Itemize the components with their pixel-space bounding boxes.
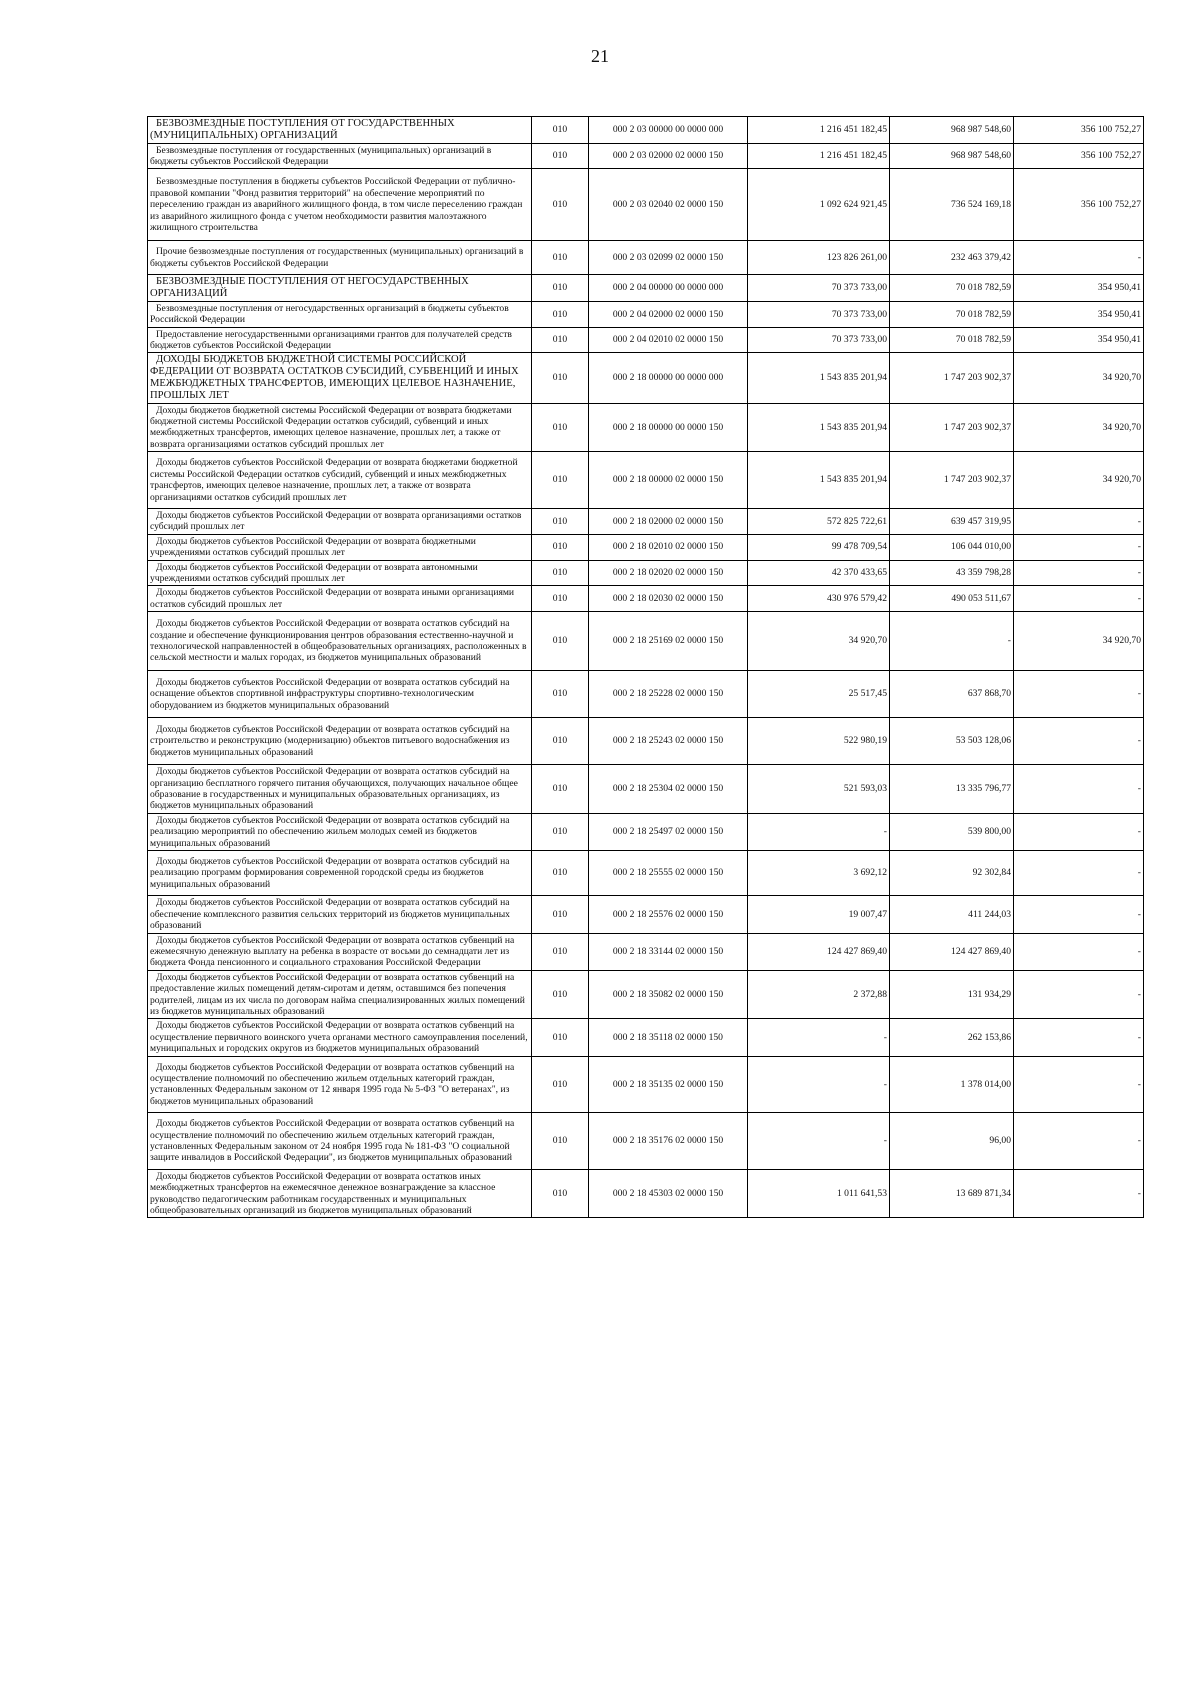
row-value-1-cell: 1 216 451 182,45	[748, 117, 890, 144]
row-value-3-cell: 356 100 752,27	[1014, 143, 1144, 169]
row-value-2-cell: 1 747 203 902,37	[890, 403, 1014, 452]
row-name-text: Доходы бюджетов субъектов Российской Федерации от возврата остатков субсидий на организацию бесплатного горячего питания обучающихся, получающих начальное общее образование в государственных и муниципальных образовательных организациях, из бюджетов муниципальных образований	[150, 766, 518, 812]
row-name-text: Доходы бюджетов субъектов Российской Федерации от возврата иными организациями остатков субсидий прошлых лет	[150, 587, 515, 610]
table-row	[148, 718, 1144, 765]
row-admin-code-cell: 010	[532, 970, 589, 1019]
row-name-cell	[148, 508, 532, 534]
row-value-3-cell: 354 950,41	[1014, 301, 1144, 327]
row-name-cell	[148, 970, 532, 1019]
row-admin-code-cell: 010	[532, 1019, 589, 1056]
row-value-3-cell: 34 920,70	[1014, 353, 1144, 403]
row-admin-code-cell: 010	[532, 765, 589, 814]
row-admin-code-cell: 010	[532, 169, 589, 241]
row-value-3-cell: -	[1014, 241, 1144, 275]
row-value-3-cell: -	[1014, 765, 1144, 814]
row-budget-code-cell: 000 2 18 25304 02 0000 150	[589, 765, 748, 814]
row-name-cell	[148, 1113, 532, 1170]
row-value-2-cell: 131 934,29	[890, 970, 1014, 1019]
table-row	[148, 560, 1144, 586]
table-row	[148, 452, 1144, 509]
row-value-1-cell: 70 373 733,00	[748, 327, 890, 353]
row-budget-code-cell: 000 2 18 25228 02 0000 150	[589, 670, 748, 717]
row-name-cell	[148, 301, 532, 327]
row-name-text: Доходы бюджетов субъектов Российской Федерации от возврата остатков субсидий на оснащение объектов спортивной инфраструктуры спортивно-технологическим оборудованием из бюджетов муниципальных образований	[150, 676, 510, 711]
table-row	[148, 241, 1144, 275]
row-name-text: Доходы бюджетов субъектов Российской Федерации от возврата остатков субвенций на осуществление первичного воинского учета органами местного самоуправления поселений, муниципальных и городских округов из бюджетов муниципальных образований	[150, 1020, 528, 1055]
row-name-cell	[148, 241, 532, 275]
row-value-3-cell: 356 100 752,27	[1014, 117, 1144, 144]
row-name-cell	[148, 612, 532, 671]
row-budget-code-cell: 000 2 18 00000 02 0000 150	[589, 452, 748, 509]
row-value-1-cell: -	[748, 813, 890, 850]
row-budget-code-cell: 000 2 18 45303 02 0000 150	[589, 1169, 748, 1218]
table-row	[148, 117, 1144, 144]
row-value-2-cell: 106 044 010,00	[890, 534, 1014, 560]
row-name-cell	[148, 670, 532, 717]
row-value-1-cell: 1 092 624 921,45	[748, 169, 890, 241]
row-budget-code-cell: 000 2 18 02020 02 0000 150	[589, 560, 748, 586]
row-name-cell	[148, 353, 532, 403]
row-budget-code-cell: 000 2 18 25497 02 0000 150	[589, 813, 748, 850]
row-name-cell	[148, 403, 532, 452]
row-value-3-cell: 34 920,70	[1014, 612, 1144, 671]
row-value-1-cell: 42 370 433,65	[748, 560, 890, 586]
row-admin-code-cell: 010	[532, 403, 589, 452]
row-name-text: ДОХОДЫ БЮДЖЕТОВ БЮДЖЕТНОЙ СИСТЕМЫ РОССИЙСКОЙ ФЕДЕРАЦИИ ОТ ВОЗВРАТА ОСТАТКОВ СУБСИДИЙ, СУБВЕНЦИЙ И ИНЫХ МЕЖБЮДЖЕТНЫХ ТРАНСФЕРТОВ, ИМЕЮЩИХ ЦЕЛЕВОЕ НАЗНАЧЕНИЕ, ПРОШЛЫХ ЛЕТ	[150, 354, 519, 401]
row-name-cell	[148, 452, 532, 509]
row-budget-code-cell: 000 2 18 25576 02 0000 150	[589, 896, 748, 933]
row-name-cell	[148, 275, 532, 302]
row-value-2-cell: 124 427 869,40	[890, 933, 1014, 970]
row-value-2-cell: 637 868,70	[890, 670, 1014, 717]
row-value-1-cell: -	[748, 1056, 890, 1113]
row-admin-code-cell: 010	[532, 670, 589, 717]
row-value-2-cell: 968 987 548,60	[890, 143, 1014, 169]
row-value-3-cell: -	[1014, 670, 1144, 717]
row-budget-code-cell: 000 2 03 02040 02 0000 150	[589, 169, 748, 241]
row-admin-code-cell: 010	[532, 933, 589, 970]
row-value-2-cell: 70 018 782,59	[890, 275, 1014, 302]
row-name-text: Доходы бюджетов бюджетной системы Российской Федерации от возврата бюджетами бюджетной системы Российской Федерации остатков субсидий, субвенций и иных межбюджетных трансфертов, имеющих целевое назначение, прошлых лет, а также от возврата организациями остатков субсидий прошлых лет	[150, 404, 512, 450]
row-admin-code-cell: 010	[532, 534, 589, 560]
row-admin-code-cell: 010	[532, 353, 589, 403]
table-body	[148, 117, 1144, 1218]
row-budget-code-cell: 000 2 03 02000 02 0000 150	[589, 143, 748, 169]
row-value-1-cell: 70 373 733,00	[748, 275, 890, 302]
row-budget-code-cell: 000 2 18 02010 02 0000 150	[589, 534, 748, 560]
row-name-cell	[148, 534, 532, 560]
row-admin-code-cell: 010	[532, 508, 589, 534]
row-value-1-cell: 572 825 722,61	[748, 508, 890, 534]
row-name-text: Доходы бюджетов субъектов Российской Федерации от возврата остатков субсидий на реализацию программ формирования современной городской среды из бюджетов муниципальных образований	[150, 856, 510, 890]
row-value-1-cell: 2 372,88	[748, 970, 890, 1019]
row-value-2-cell: 13 335 796,77	[890, 765, 1014, 814]
table-row	[148, 933, 1144, 970]
row-budget-code-cell: 000 2 04 02010 02 0000 150	[589, 327, 748, 353]
row-name-text: Доходы бюджетов субъектов Российской Федерации от возврата остатков субвенций на предоставление жилых помещений детям-сиротам и детям, оставшимся без попечения родителей, лицам из их числа по договорам найма специализированных жилых помещений из бюджетов муниципальных образований	[150, 971, 525, 1017]
row-name-text: Прочие безвозмездные поступления от государственных (муниципальных) организаций в бюджеты субъектов Российской Федерации	[150, 246, 524, 269]
row-value-3-cell: 354 950,41	[1014, 275, 1144, 302]
row-budget-code-cell: 000 2 04 02000 02 0000 150	[589, 301, 748, 327]
row-value-2-cell: 968 987 548,60	[890, 117, 1014, 144]
row-admin-code-cell: 010	[532, 896, 589, 933]
table-row	[148, 143, 1144, 169]
row-value-1-cell: 522 980,19	[748, 718, 890, 765]
row-value-2-cell: 1 747 203 902,37	[890, 452, 1014, 509]
row-value-1-cell: 430 976 579,42	[748, 586, 890, 612]
row-value-2-cell: 1 747 203 902,37	[890, 353, 1014, 403]
table-row	[148, 813, 1144, 850]
row-value-2-cell: 1 378 014,00	[890, 1056, 1014, 1113]
row-value-3-cell: -	[1014, 586, 1144, 612]
table-row	[148, 851, 1144, 896]
row-value-3-cell: -	[1014, 1113, 1144, 1170]
row-name-cell	[148, 1056, 532, 1113]
row-budget-code-cell: 000 2 03 00000 00 0000 000	[589, 117, 748, 144]
row-name-text: Доходы бюджетов субъектов Российской Федерации от возврата остатков субвенций на осуществление полномочий по обеспечению жильем отдельных категорий граждан, установленных Федеральным законом от 24 ноября 1995 года № 181-ФЗ "О социальной защите инвалидов в Российской Федерации", из бюджетов муниципальных образований	[150, 1118, 515, 1164]
row-value-3-cell: 354 950,41	[1014, 327, 1144, 353]
table-row	[148, 169, 1144, 241]
row-value-2-cell: 490 053 511,67	[890, 586, 1014, 612]
row-budget-code-cell: 000 2 18 00000 00 0000 000	[589, 353, 748, 403]
row-value-2-cell: 43 359 798,28	[890, 560, 1014, 586]
row-value-3-cell: -	[1014, 534, 1144, 560]
row-value-2-cell: 539 800,00	[890, 813, 1014, 850]
table-row	[148, 970, 1144, 1019]
row-value-3-cell: -	[1014, 1056, 1144, 1113]
row-name-cell	[148, 586, 532, 612]
row-value-3-cell: -	[1014, 1019, 1144, 1056]
row-value-3-cell: -	[1014, 933, 1144, 970]
row-admin-code-cell: 010	[532, 1056, 589, 1113]
row-value-1-cell: -	[748, 1019, 890, 1056]
row-name-cell	[148, 933, 532, 970]
row-admin-code-cell: 010	[532, 851, 589, 896]
row-admin-code-cell: 010	[532, 117, 589, 144]
row-budget-code-cell: 000 2 18 25243 02 0000 150	[589, 718, 748, 765]
table-row	[148, 612, 1144, 671]
row-name-cell	[148, 1019, 532, 1056]
row-value-1-cell: 123 826 261,00	[748, 241, 890, 275]
row-value-1-cell: 1 543 835 201,94	[748, 452, 890, 509]
row-budget-code-cell: 000 2 18 02030 02 0000 150	[589, 586, 748, 612]
row-admin-code-cell: 010	[532, 1169, 589, 1218]
row-value-1-cell: 521 593,03	[748, 765, 890, 814]
row-value-2-cell: 736 524 169,18	[890, 169, 1014, 241]
row-value-3-cell: -	[1014, 970, 1144, 1019]
row-value-3-cell: -	[1014, 1169, 1144, 1218]
row-value-3-cell: -	[1014, 718, 1144, 765]
row-budget-code-cell: 000 2 18 00000 00 0000 150	[589, 403, 748, 452]
table-row	[148, 1056, 1144, 1113]
row-value-3-cell: -	[1014, 508, 1144, 534]
table-row	[148, 586, 1144, 612]
row-admin-code-cell: 010	[532, 560, 589, 586]
row-name-cell	[148, 765, 532, 814]
row-name-text: Доходы бюджетов субъектов Российской Федерации от возврата бюджетами бюджетной системы Российской Федерации остатков субсидий, субвенций и иных межбюджетных трансфертов, имеющих целевое назначение, прошлых лет, а также от возврата организациями остатков субсидий прошлых лет	[150, 457, 518, 503]
row-name-text: Доходы бюджетов субъектов Российской Федерации от возврата остатков субсидий на реализацию мероприятий по обеспечению жильем молодых семей из бюджетов муниципальных образований	[150, 814, 510, 849]
row-value-3-cell: -	[1014, 560, 1144, 586]
row-budget-code-cell: 000 2 18 25169 02 0000 150	[589, 612, 748, 671]
row-name-cell	[148, 851, 532, 896]
row-budget-code-cell: 000 2 18 02000 02 0000 150	[589, 508, 748, 534]
row-admin-code-cell: 010	[532, 612, 589, 671]
table-row	[148, 670, 1144, 717]
row-admin-code-cell: 010	[532, 718, 589, 765]
row-name-cell	[148, 718, 532, 765]
row-name-cell	[148, 896, 532, 933]
row-value-1-cell: 1 543 835 201,94	[748, 353, 890, 403]
row-budget-code-cell: 000 2 03 02099 02 0000 150	[589, 241, 748, 275]
row-value-3-cell: 34 920,70	[1014, 452, 1144, 509]
row-value-2-cell: 262 153,86	[890, 1019, 1014, 1056]
row-budget-code-cell: 000 2 18 33144 02 0000 150	[589, 933, 748, 970]
table-row	[148, 1019, 1144, 1056]
table-row	[148, 765, 1144, 814]
table-row	[148, 1113, 1144, 1170]
row-name-text: Доходы бюджетов субъектов Российской Федерации от возврата автономными учреждениями остатков субсидий прошлых лет	[150, 561, 478, 584]
row-name-text: Доходы бюджетов субъектов Российской Федерации от возврата организациями остатков субсидий прошлых лет	[150, 509, 522, 533]
table-row	[148, 1169, 1144, 1218]
row-value-1-cell: 70 373 733,00	[748, 301, 890, 327]
row-budget-code-cell: 000 2 04 00000 00 0000 000	[589, 275, 748, 302]
row-value-3-cell: -	[1014, 851, 1144, 896]
row-name-text: Доходы бюджетов субъектов Российской Федерации от возврата остатков субвенций на ежемесячную денежную выплату на ребенка в возрасте от восьми до семнадцати лет из бюджета Фонда пенсионного и социального страхования Российской Федерации	[150, 934, 515, 969]
row-value-1-cell: -	[748, 1113, 890, 1170]
row-admin-code-cell: 010	[532, 275, 589, 302]
row-value-2-cell: 411 244,03	[890, 896, 1014, 933]
row-budget-code-cell: 000 2 18 35082 02 0000 150	[589, 970, 748, 1019]
row-value-2-cell: 639 457 319,95	[890, 508, 1014, 534]
table-row	[148, 327, 1144, 353]
row-value-1-cell: 1 543 835 201,94	[748, 403, 890, 452]
row-admin-code-cell: 010	[532, 1113, 589, 1170]
row-budget-code-cell: 000 2 18 35176 02 0000 150	[589, 1113, 748, 1170]
table-row	[148, 534, 1144, 560]
row-value-3-cell: 356 100 752,27	[1014, 169, 1144, 241]
row-name-cell	[148, 117, 532, 144]
row-name-cell	[148, 327, 532, 353]
row-value-3-cell: -	[1014, 813, 1144, 850]
page-number: 21	[591, 46, 609, 66]
table-row	[148, 353, 1144, 403]
table-row	[148, 403, 1144, 452]
row-name-text: БЕЗВОЗМЕЗДНЫЕ ПОСТУПЛЕНИЯ ОТ НЕГОСУДАРСТВЕННЫХ ОРГАНИЗАЦИЙ	[150, 276, 469, 300]
table-row	[148, 301, 1144, 327]
row-value-2-cell: 70 018 782,59	[890, 301, 1014, 327]
row-name-text: Предоставление негосударственными организациями грантов для получателей средств бюджетов субъектов Российской Федерации	[150, 328, 512, 352]
row-value-3-cell: -	[1014, 896, 1144, 933]
row-name-text: Доходы бюджетов субъектов Российской Федерации от возврата остатков субсидий на создание и обеспечение функционирования центров образования естественно-научной и технологической направленностей в общеобразовательных организациях, расположенных в сельской местности и малых городах, из бюджетов муниципальных образований	[150, 618, 527, 664]
row-budget-code-cell: 000 2 18 35135 02 0000 150	[589, 1056, 748, 1113]
row-value-1-cell: 34 920,70	[748, 612, 890, 671]
row-value-1-cell: 19 007,47	[748, 896, 890, 933]
row-admin-code-cell: 010	[532, 452, 589, 509]
table-row	[148, 896, 1144, 933]
row-value-2-cell: -	[890, 612, 1014, 671]
table-row	[148, 508, 1144, 534]
row-value-1-cell: 25 517,45	[748, 670, 890, 717]
row-value-1-cell: 3 692,12	[748, 851, 890, 896]
row-value-1-cell: 1 216 451 182,45	[748, 143, 890, 169]
row-name-text: Доходы бюджетов субъектов Российской Федерации от возврата бюджетными учреждениями остатков субсидий прошлых лет	[150, 535, 476, 559]
row-budget-code-cell: 000 2 18 35118 02 0000 150	[589, 1019, 748, 1056]
row-name-cell	[148, 169, 532, 241]
row-name-text: Доходы бюджетов субъектов Российской Федерации от возврата остатков субсидий на обеспечение комплексного развития сельских территорий из бюджетов муниципальных образований	[150, 897, 510, 932]
row-admin-code-cell: 010	[532, 143, 589, 169]
row-admin-code-cell: 010	[532, 301, 589, 327]
row-value-2-cell: 96,00	[890, 1113, 1014, 1170]
row-name-text: Безвозмездные поступления от государственных (муниципальных) организаций в бюджеты субъектов Российской Федерации	[150, 144, 492, 167]
table-row	[148, 275, 1144, 302]
row-value-2-cell: 53 503 128,06	[890, 718, 1014, 765]
row-value-3-cell: 34 920,70	[1014, 403, 1144, 452]
budget-revenue-table	[147, 116, 1144, 1218]
row-name-text: БЕЗВОЗМЕЗДНЫЕ ПОСТУПЛЕНИЯ ОТ ГОСУДАРСТВЕННЫХ (МУНИЦИПАЛЬНЫХ) ОРГАНИЗАЦИЙ	[150, 118, 455, 141]
row-admin-code-cell: 010	[532, 586, 589, 612]
row-value-1-cell: 1 011 641,53	[748, 1169, 890, 1218]
row-admin-code-cell: 010	[532, 327, 589, 353]
row-value-2-cell: 13 689 871,34	[890, 1169, 1014, 1218]
row-admin-code-cell: 010	[532, 813, 589, 850]
row-value-2-cell: 70 018 782,59	[890, 327, 1014, 353]
row-value-1-cell: 99 478 709,54	[748, 534, 890, 560]
row-value-2-cell: 92 302,84	[890, 851, 1014, 896]
row-name-cell	[148, 813, 532, 850]
row-value-1-cell: 124 427 869,40	[748, 933, 890, 970]
row-name-text: Доходы бюджетов субъектов Российской Федерации от возврата остатков иных межбюджетных трансфертов на ежемесячное денежное вознаграждение за классное руководство педагогическим работникам государственных и муниципальных общеобразовательных организаций из бюджетов муниципальных образований	[150, 1170, 496, 1217]
row-name-text: Доходы бюджетов субъектов Российской Федерации от возврата остатков субвенций на осуществление полномочий по обеспечению жильем отдельных категорий граждан, установленных Федеральным законом от 12 января 1995 года № 5-ФЗ "О ветеранах", из бюджетов муниципальных образований	[150, 1061, 515, 1107]
row-name-text: Безвозмездные поступления от негосударственных организаций в бюджеты субъектов Российской Федерации	[150, 302, 509, 326]
row-name-text: Доходы бюджетов субъектов Российской Федерации от возврата остатков субсидий на строительство и реконструкцию (модернизацию) объектов питьевого водоснабжения из бюджетов муниципальных образований	[150, 724, 510, 758]
row-name-text: Безвозмездные поступления в бюджеты субъектов Российской Федерации от публично-правовой компании "Фонд развития территорий" на обеспечение мероприятий по переселению граждан из аварийного жилищного фонда, в том числе переселению граждан из аварийного жилищного фонда с учетом необходимости развития малоэтажного жилищного строительства	[150, 176, 523, 234]
row-value-2-cell: 232 463 379,42	[890, 241, 1014, 275]
row-name-cell	[148, 560, 532, 586]
row-admin-code-cell: 010	[532, 241, 589, 275]
row-name-cell	[148, 1169, 532, 1218]
row-name-cell	[148, 143, 532, 169]
row-budget-code-cell: 000 2 18 25555 02 0000 150	[589, 851, 748, 896]
